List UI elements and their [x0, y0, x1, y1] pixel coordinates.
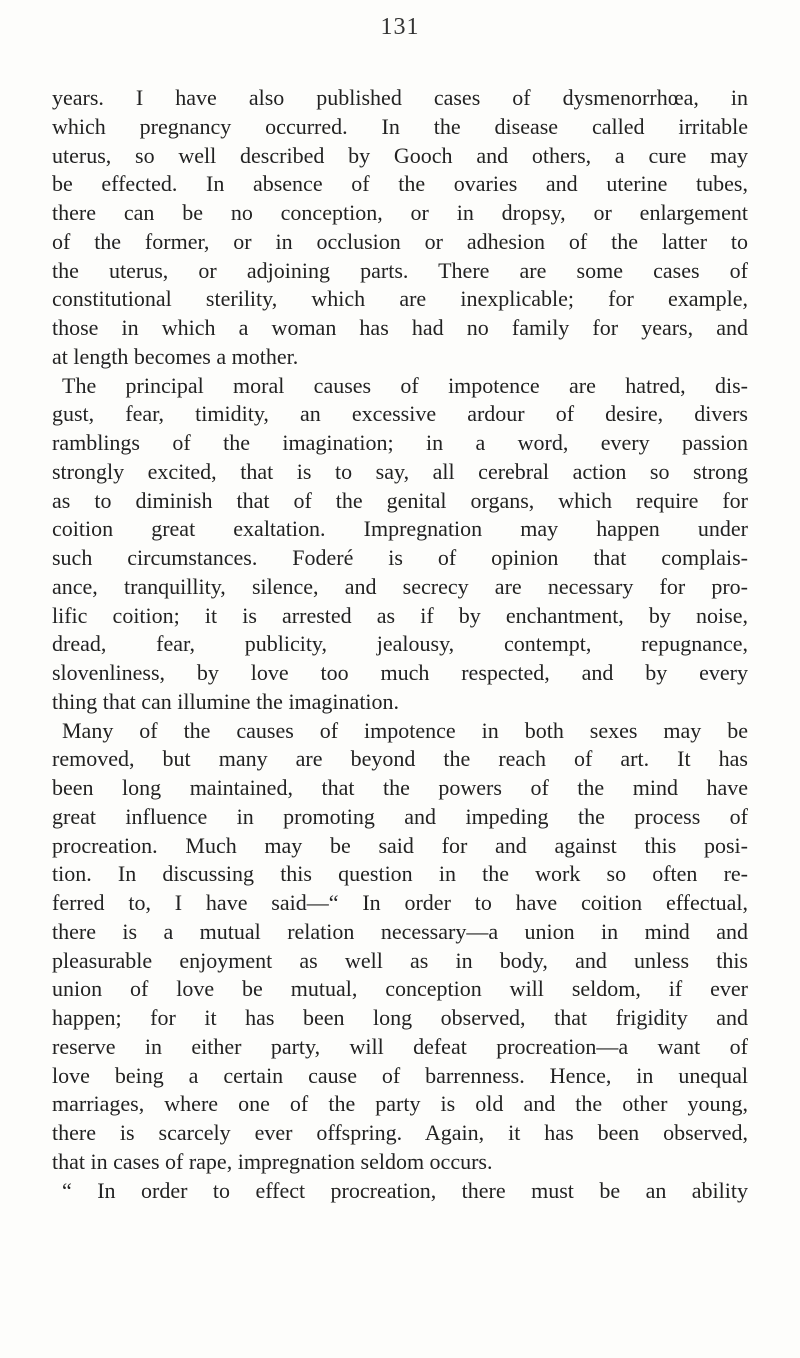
body-text — [52, 84, 748, 1205]
text-line: of the former, or in occlusion or adhesion of the latter to — [52, 228, 748, 254]
text-line: as to diminish that of the genital organs, which require for — [52, 487, 748, 513]
text-line: love being a certain cause of barrenness. Hence, in unequal — [52, 1062, 748, 1088]
paragraph-first-line: “ In order to effect procreation, there must be an ability — [62, 1177, 748, 1203]
text-line: lific coition; it is arrested as if by enchantment, by noise, — [52, 602, 748, 628]
text-line: thing that can illumine the imagination. — [52, 688, 400, 714]
text-line: reserve in either party, will defeat procreation—a want of — [52, 1033, 748, 1059]
text-line: those in which a woman has had no family for years, and — [52, 315, 748, 340]
text-line: union of love be mutual, conception will seldom, if ever — [52, 976, 748, 1002]
text-line: happen; for it has been long observed, that frigidity and — [52, 1005, 748, 1030]
text-line: there is scarcely ever offspring. Again, it has been observed, — [52, 1120, 748, 1145]
paragraph-first-line: The principal moral causes of impotence are hatred, dis- — [62, 372, 748, 398]
text-line: which pregnancy occurred. In the disease called irritable — [52, 113, 748, 139]
text-line: coition great exaltation. Impregnation may happen under — [52, 516, 748, 542]
text-line: at length becomes a mother. — [52, 343, 299, 369]
paragraph-first-line: Many of the causes of impotence in both sexes may be — [62, 717, 748, 743]
text-line: ferred to, I have said—“ In order to have coition effectual, — [52, 890, 748, 915]
text-line: constitutional sterility, which are inexplicable; for example, — [52, 286, 748, 312]
text-line: removed, but many are beyond the reach of art. It has — [52, 746, 748, 772]
text-line: been long maintained, that the powers of the mind have — [52, 775, 748, 800]
text-line: great influence in promoting and impeding the process of — [52, 803, 748, 829]
text-line: marriages, where one of the party is old and the other young, — [52, 1091, 748, 1117]
text-line: be effected. In absence of the ovaries and uterine tubes, — [52, 171, 748, 197]
page-number: 131 — [380, 14, 420, 40]
text-line: that in cases of rape, impregnation seldom occurs. — [52, 1148, 493, 1174]
text-line: the uterus, or adjoining parts. There are some cases of — [52, 257, 748, 283]
text-line: such circumstances. Foderé is of opinion that complais- — [52, 545, 748, 570]
text-line: dread, fear, publicity, jealousy, contempt, repugnance, — [52, 631, 748, 657]
text-line: ramblings of the imagination; in a word, every passion — [52, 430, 748, 455]
text-line: slovenliness, by love too much respected, and by every — [52, 660, 748, 685]
text-line: there is a mutual relation necessary—a union in mind and — [52, 918, 748, 944]
text-line: procreation. Much may be said for and against this posi- — [52, 832, 748, 858]
text-line: tion. In discussing this question in the work so often re- — [52, 861, 748, 887]
text-line: gust, fear, timidity, an excessive ardour of desire, divers — [52, 401, 748, 427]
text-line: ance, tranquillity, silence, and secrecy are necessary for pro- — [52, 573, 748, 599]
text-line: pleasurable enjoyment as well as in body, and unless this — [52, 947, 748, 973]
text-line: uterus, so well described by Gooch and others, a cure may — [52, 142, 748, 168]
text-line: there can be no conception, or in dropsy, or enlargement — [52, 200, 748, 225]
text-line: strongly excited, that is to say, all cerebral action so strong — [52, 458, 748, 484]
text-line: years. I have also published cases of dysmenorrhœa, in — [52, 85, 748, 110]
